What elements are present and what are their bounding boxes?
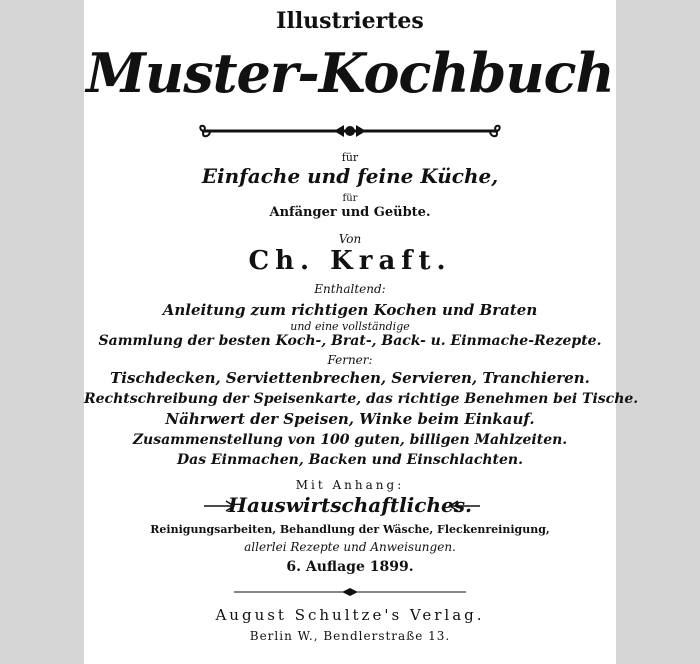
ornament-divider-top [194, 122, 506, 140]
heading-einfache-kueche: Einfache und feine Küche, [201, 164, 499, 188]
content-tischdecken: Tischdecken, Serviettenbrechen, Servieren, Tranchieren. [110, 369, 590, 387]
label-enthaltend: Enthaltend: [314, 282, 386, 296]
subtitle-illustriertes: Illustriertes [276, 8, 424, 34]
content-zusammenstellung: Zusammenstellung von 100 guten, billigen Mahlzeiten. [132, 432, 568, 448]
content-und-eine: und eine vollständige [290, 320, 410, 333]
main-title: Muster-Kochbuch [86, 41, 614, 105]
content-rechtschreibung: Rechtschreibung der Speisenkarte, das richtige Benehmen bei Tische. [84, 391, 639, 407]
label-mit-anhang: Mit Anhang: [295, 478, 405, 492]
publisher: August Schultze's Verlag. [215, 606, 485, 624]
content-sammlung: Sammlung der besten Koch-, Brat-, Back- u. Einmache-Rezepte. [98, 333, 602, 349]
content-anleitung: Anleitung zum richtigen Kochen und Braten [162, 301, 538, 319]
edition-year: 6. Auflage 1899. [286, 559, 414, 575]
label-von: Von [338, 232, 362, 246]
content-einmachen: Das Einmachen, Backen und Einschlachten. [177, 452, 523, 468]
arrow-left-icon [448, 500, 482, 512]
author-name: Ch. Kraft. [248, 246, 452, 276]
content-reinigung: Reinigungsarbeiten, Behandlung der Wäsche, Fleckenreinigung, [150, 523, 550, 536]
heading-hauswirtschaftliches: Hauswirtschaftliches. [228, 493, 472, 517]
publisher-address: Berlin W., Bendlerstraße 13. [249, 629, 451, 643]
label-fuer-1: für [341, 151, 359, 164]
content-naehrwert: Nährwert der Speisen, Winke beim Einkauf. [165, 410, 535, 428]
title-page [84, 0, 639, 664]
content-allerlei: allerlei Rezepte und Anweisungen. [244, 540, 456, 554]
label-ferner: Ferner: [327, 353, 373, 367]
label-fuer-2: für [342, 193, 358, 204]
heading-anfaenger: Anfänger und Geübte. [269, 205, 431, 220]
appendix-row [84, 495, 616, 519]
ornament-divider-bottom [234, 587, 466, 597]
